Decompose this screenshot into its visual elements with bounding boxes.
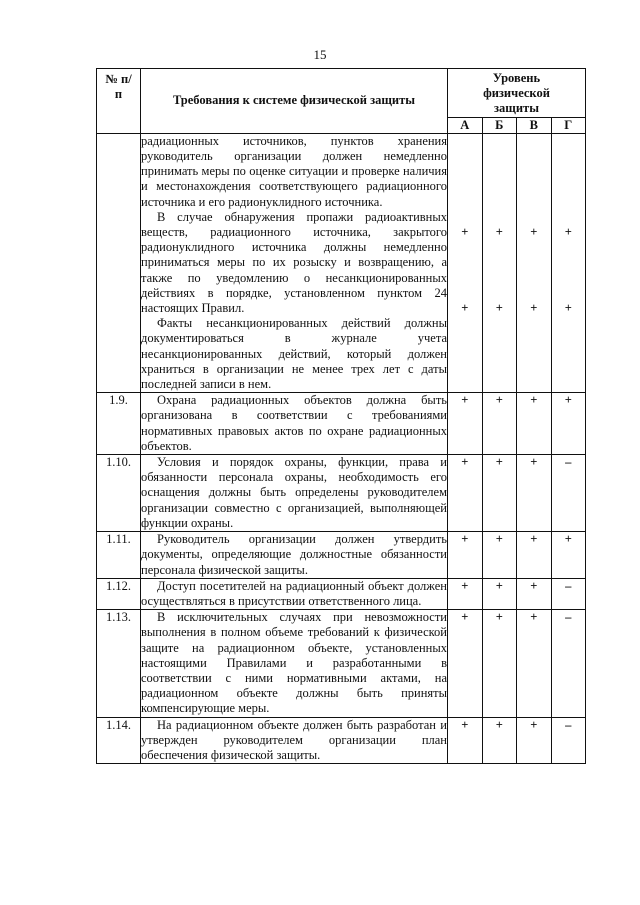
mark-level-g: + <box>551 532 586 579</box>
row-paragraph: В случае обнаружения пропажи радиоактивных веществ, радиационного источника, закрытого радионуклидного источника должны немедленно приниматься меры по их розыску и возвращению, а также по уведомлению о несанкционированных действиях в порядке, установленном пунктом 24 настоящих Правил. <box>141 209 447 316</box>
row-paragraph: Доступ посетителей на радиационный объект должен осуществляться в присутствии ответственного лица. <box>141 578 447 608</box>
row-paragraph: Факты несанкционированных действий должны документироваться в журнале учета несанкционированных действий, который должен храниться в организации не менее трех лет с даты последней записи в нем. <box>141 316 447 392</box>
header-level-v: В <box>517 117 552 133</box>
table-row <box>97 455 586 532</box>
row-number <box>97 133 141 392</box>
mark-level-v: + <box>517 393 552 455</box>
row-requirement <box>141 455 448 532</box>
page-number: 15 <box>313 47 327 62</box>
mark-level-b: + + <box>482 133 517 392</box>
row-paragraph: Руководитель организации должен утвердить документы, определяющие должностные обязанности персонала физической защиты. <box>141 532 447 577</box>
header-num: № п/п <box>97 69 141 134</box>
mark-level-b: + <box>482 455 517 532</box>
header-requirements: Требования к системе физической защиты <box>141 69 448 134</box>
row-number: 1.11. <box>97 532 141 579</box>
mark-level-v: + <box>517 455 552 532</box>
mark-level-a: + + <box>448 133 483 392</box>
table-row <box>97 532 586 579</box>
mark-level-a: + <box>448 455 483 532</box>
header-level: Уровень физической защиты <box>448 69 586 118</box>
mark-level-v: + <box>517 610 552 717</box>
mark-level-b: + <box>482 532 517 579</box>
row-requirement <box>141 532 448 579</box>
row-requirement <box>141 610 448 717</box>
mark-level-g: – <box>551 610 586 717</box>
mark-level-g: – <box>551 717 586 764</box>
header-level-a: А <box>448 117 483 133</box>
mark-level-g: + <box>551 393 586 455</box>
row-number: 1.9. <box>97 393 141 455</box>
row-number: 1.13. <box>97 610 141 717</box>
table-row <box>97 610 586 717</box>
mark-level-a: + <box>448 578 483 609</box>
mark-level-b: + <box>482 610 517 717</box>
header-level-b: Б <box>482 117 517 133</box>
mark-level-a: + <box>448 393 483 455</box>
requirements-table <box>96 68 586 764</box>
row-paragraph: На радиационном объекте должен быть разработан и утвержден руководителем организации план обеспечения физической защиты. <box>141 717 447 762</box>
table-row <box>97 133 586 392</box>
mark-level-v: + <box>517 717 552 764</box>
row-requirement <box>141 133 448 392</box>
mark-level-v: + <box>517 532 552 579</box>
table-row <box>97 393 586 455</box>
row-requirement <box>141 393 448 455</box>
table-row <box>97 578 586 609</box>
row-number: 1.12. <box>97 578 141 609</box>
mark-level-a: + <box>448 532 483 579</box>
row-requirement <box>141 578 448 609</box>
row-requirement <box>141 717 448 764</box>
mark-level-g: – <box>551 455 586 532</box>
mark-level-g: – <box>551 578 586 609</box>
row-paragraph: В исключительных случаях при невозможности выполнения в полном объеме требований к физической защите на радиационном объекте, установленных настоящими Правилами и разработанными в соответствии с ними нормативными актами, на радиационном объекте должны быть приняты компенсирующие меры. <box>141 610 447 716</box>
table-row <box>97 717 586 764</box>
mark-level-v: + <box>517 578 552 609</box>
mark-level-g: + + <box>551 133 586 392</box>
row-number: 1.10. <box>97 455 141 532</box>
mark-level-b: + <box>482 393 517 455</box>
header-level-g: Г <box>551 117 586 133</box>
mark-level-a: + <box>448 717 483 764</box>
row-paragraph: Условия и порядок охраны, функции, права и обязанности персонала охраны, необходимость его оснащения должны быть определены руководителем организации совместно с организацией, выполняющей функции охраны. <box>141 455 447 530</box>
mark-level-v: + + <box>517 133 552 392</box>
mark-level-b: + <box>482 578 517 609</box>
mark-level-b: + <box>482 717 517 764</box>
mark-level-a: + <box>448 610 483 717</box>
row-paragraph: Охрана радиационных объектов должна быть организована в соответствии с требованиями нормативных правовых актов по охране радиационных объектов. <box>141 393 447 453</box>
row-number: 1.14. <box>97 717 141 764</box>
row-paragraph: радиационных источников, пунктов хранения руководитель организации должен немедленно принимать меры по оценке ситуации и проверке наличия и местонахождения соответствующего радиационного источника и его радионуклидного источника. <box>141 133 447 209</box>
